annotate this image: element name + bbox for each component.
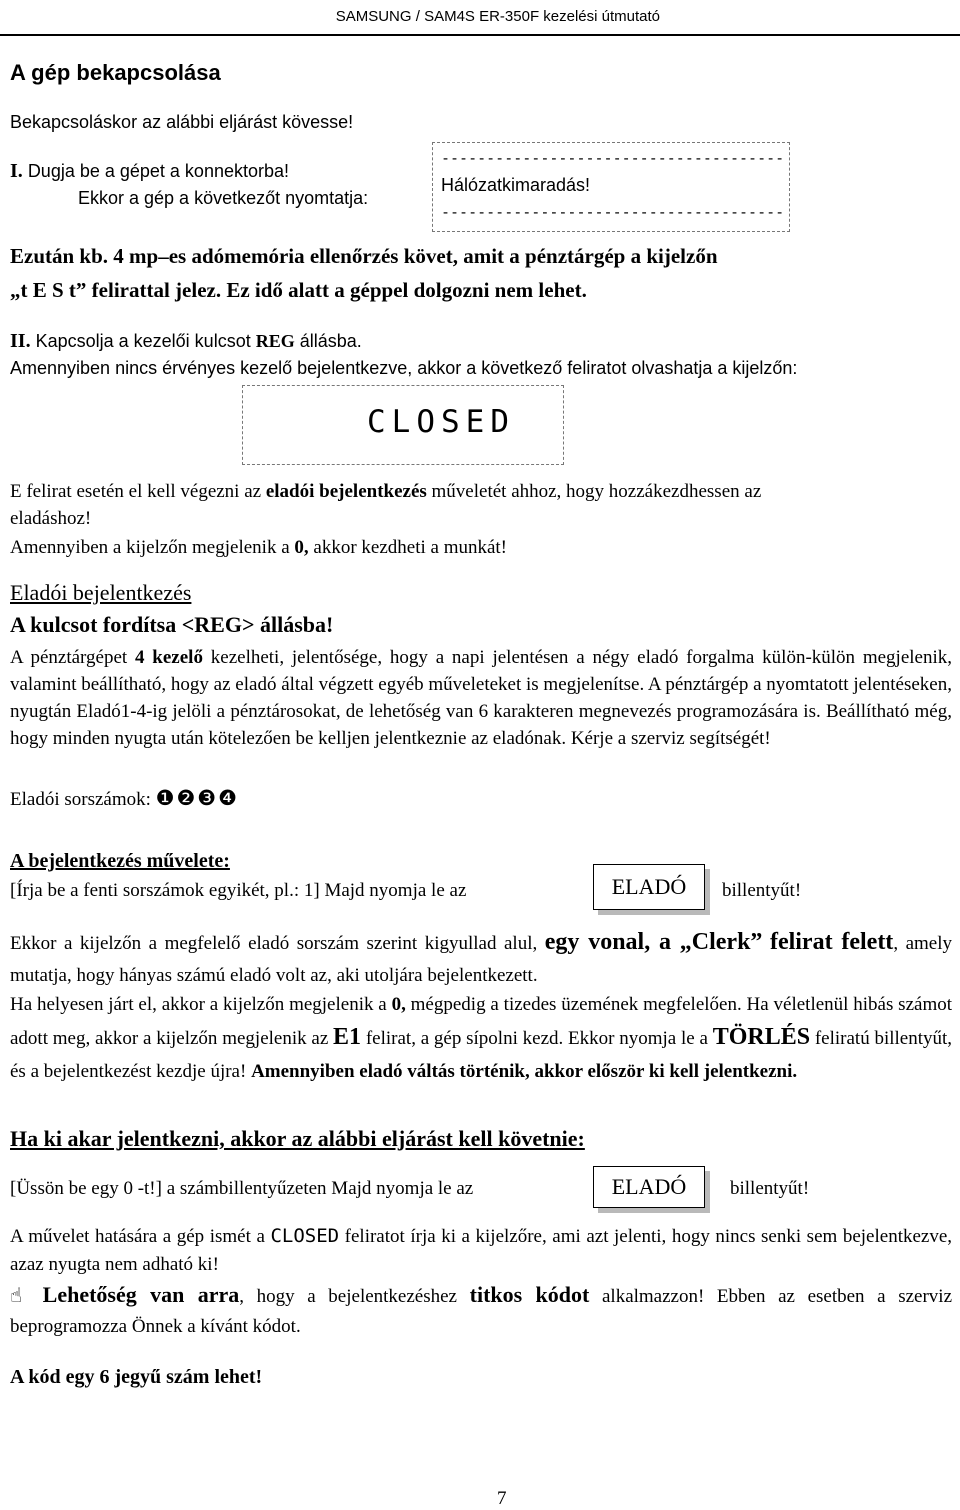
logout-closed-text: CLOSED	[270, 1225, 340, 1247]
section-heading-logout: Ha ki akar jelentkezni, akkor az alábbi eljárást kell követnie:	[10, 1126, 585, 1151]
logout-instruction-a: [Üssön be egy 0 -t!] a számbillentyűzeten Majd nyomja le az	[10, 1178, 474, 1199]
logout-result-paragraph	[10, 1222, 952, 1279]
zero-note-bold: 0,	[294, 537, 309, 558]
error-paragraph-d: feliratú billentyűt, és a bejelentkezést kezdje újra!	[10, 1028, 953, 1082]
clerk-display-big: egy vonal, a „Clerk”	[544, 929, 763, 955]
closed-note-b: műveletét ahhoz, hogy hozzákezdhessen az	[431, 481, 762, 502]
clerk-paragraph-bold: 4 kezelő	[135, 647, 203, 668]
clerk-numbers-label: Eladói sorszámok:	[10, 789, 151, 810]
clerk-display-big2: felirat felett	[769, 929, 894, 955]
printout-box	[432, 142, 790, 232]
secret-code-paragraph	[10, 1280, 952, 1342]
section-heading-power-on: A gép bekapcsolása	[10, 60, 221, 85]
error-paragraph-bold-end: Amennyiben eladó váltás történik, akkor először ki kell jelentkezni.	[251, 1061, 798, 1082]
step-1-number: I.	[10, 160, 23, 182]
clerk-paragraph-a: A pénztárgépet	[10, 647, 128, 668]
step-2-number: II.	[10, 330, 31, 352]
error-paragraph-b: mégpedig a tizedes üzemének megfelelően. Ha véletlenül hibás számot adott meg, akkor a kijelzőn megjelenik az	[10, 994, 953, 1049]
login-instruction-a: [Írja be a fenti sorszámok egyikét, pl.: 1] Majd nyomja le az	[10, 880, 467, 901]
clerk-display-b: , amely mutatja, hogy hányas számú eladó volt az, aki utoljára bejelentkezett.	[10, 933, 953, 986]
step-2	[10, 330, 362, 353]
secret-code-big2: titkos kódot	[469, 1282, 590, 1307]
memory-check-line-1: Ezután kb. 4 mp–es adómemória ellenőrzés követ, amit a pénztárgép a kijelzőn	[10, 244, 718, 268]
secret-code-big: Lehetőség van arra	[42, 1282, 240, 1307]
display-closed-text: CLOSED	[367, 404, 515, 440]
step-1	[10, 160, 289, 183]
printout-dashes-bottom: --------------------------------------	[441, 203, 785, 221]
error-code-e1: E1	[333, 1024, 362, 1050]
elado-key-logout[interactable]: ELADÓ	[593, 1166, 705, 1208]
intro-text: Bekapcsoláskor az alábbi eljárást kövesse!	[10, 112, 354, 132]
elado-key[interactable]: ELADÓ	[593, 864, 705, 910]
closed-note	[10, 478, 952, 532]
display-box	[242, 385, 564, 465]
step-1-text: Dugja be a gépet a konnektorba!	[27, 161, 290, 181]
login-instruction-b: billentyűt!	[722, 880, 802, 901]
clerk-paragraph	[10, 644, 952, 752]
clerk-paragraph-b: kezelheti, jelentősége, hogy a napi jelentésen a négy eladó forgalma külön-külön megjelenik, valamint beállítható, hogy az eladó által végzett egyéb műveleteket is megjelenítse. A pénztárgép a nyomtatott jelentéseken, nyugtán Eladó1-4-ig jelöli a pénztárosokat, de lehetőség van 6 karakteren megnevezés programozására is. Beállítható még, hogy minden nyugta után kötelezően be kelljen jelentkeznie az eladónak. Kérje a szerviz segítségét!	[10, 647, 953, 749]
secret-code-b: alkalmazzon! Ebben az esetben a szerviz beprogramozza Önnek a kívánt kódot.	[10, 1286, 953, 1337]
section-heading-login-operation: A bejelentkezés művelete:	[10, 850, 230, 872]
clerk-numbers: ❶❷❸❹	[155, 786, 239, 810]
error-paragraph	[10, 988, 952, 1088]
zero-note-b: akkor kezdheti a munkát!	[313, 537, 508, 558]
step-2-text-a: Kapcsolja a kezelői kulcsot	[35, 331, 251, 351]
pointing-hand-icon: ☝	[10, 1283, 31, 1307]
printout-dashes-top: --------------------------------------	[441, 149, 785, 167]
step-1-subtext: Ekkor a gép a következőt nyomtatja:	[78, 188, 369, 208]
logout-result-b: feliratot írja ki a kijelzőre, ami azt jelenti, hogy nincs senki sem bejelentkezve, azaz nyugta nem adható ki!	[10, 1226, 953, 1275]
error-paragraph-bold: 0,	[391, 994, 406, 1015]
closed-note-c: eladáshoz!	[10, 508, 92, 529]
error-paragraph-a: Ha helyesen járt el, akkor a kijelzőn megjelenik a	[10, 994, 387, 1015]
clerk-display-a: Ekkor a kijelzőn a megfelelő eladó sorszám szerint kigyullad alul,	[10, 933, 538, 954]
logout-instruction-b: billentyűt!	[730, 1178, 810, 1199]
page-number: 7	[497, 1488, 507, 1509]
key-instruction: A kulcsot fordítsa <REG> állásba!	[10, 612, 334, 637]
closed-note-a: E felirat esetén el kell végezni az	[10, 481, 262, 502]
memory-check-line-2: „t E S t” felirattal jelez. Ez idő alatt a géppel dolgozni nem lehet.	[10, 278, 587, 302]
clerk-display-paragraph	[10, 926, 952, 992]
closed-note-bold: eladói bejelentkezés	[265, 481, 427, 502]
section-heading-clerk-login: Eladói bejelentkezés	[10, 580, 192, 605]
torles-key-label: TÖRLÉS	[712, 1024, 811, 1050]
header-title: SAMSUNG / SAM4S ER-350F kezelési útmutató	[335, 8, 660, 25]
code-length-note: A kód egy 6 jegyű szám lehet!	[10, 1366, 263, 1388]
step-2-reg: REG	[255, 331, 295, 351]
error-paragraph-c: felirat, a gép sípolni kezd. Ekkor nyomja le a	[365, 1028, 708, 1049]
clerk-numbers-row	[10, 786, 239, 811]
page-header	[0, 0, 960, 36]
zero-note-a: Amennyiben a kijelzőn megjelenik a	[10, 537, 290, 558]
zero-note	[10, 534, 952, 561]
no-clerk-text: Amennyiben nincs érvényes kezelő bejelentkezve, akkor a következő feliratot olvashatja a kijelzőn:	[10, 358, 798, 378]
step-2-text-b: állásba.	[299, 331, 362, 351]
secret-code-a: , hogy a bejelentkezéshez	[239, 1286, 457, 1307]
logout-result-a: A művelet hatására a gép ismét a	[10, 1226, 265, 1247]
printout-text: Hálózatkimaradás!	[441, 175, 591, 195]
